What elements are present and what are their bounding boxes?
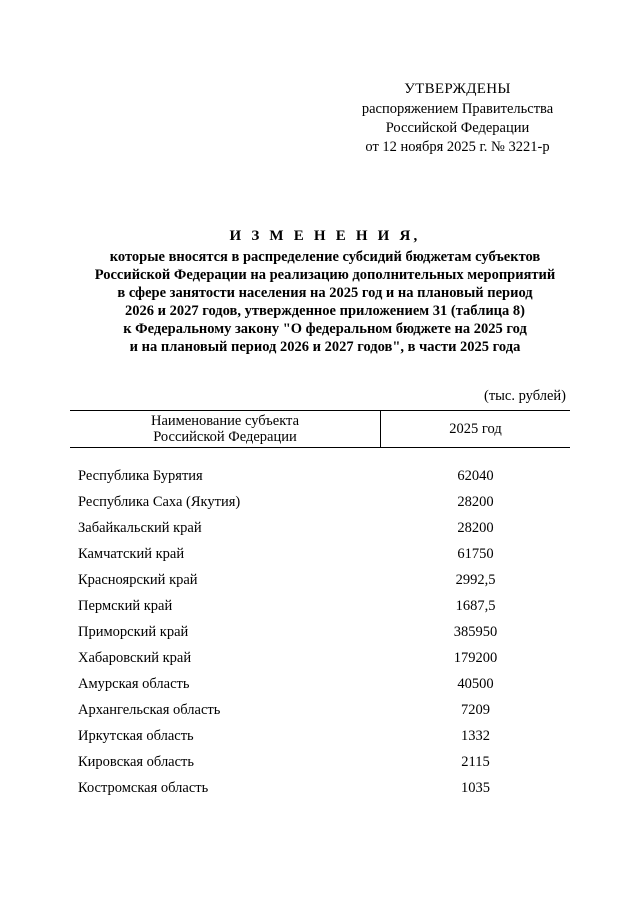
table-row — [78, 515, 570, 541]
heading-subtitle-line: и на плановый период 2026 и 2027 годов", в части 2025 года — [129, 339, 521, 355]
table-row — [78, 541, 570, 567]
region-name: Амурская область — [78, 675, 190, 692]
approval-title: УТВЕРЖДЕНЫ — [404, 81, 511, 97]
table-row — [78, 671, 570, 697]
subsidy-value: 385950 — [453, 623, 498, 640]
subsidy-value: 28200 — [457, 493, 494, 510]
table-row — [78, 619, 570, 645]
region-name: Иркутская область — [78, 727, 194, 744]
subsidy-value: 28200 — [457, 519, 494, 536]
unit-label: (тыс. рублей) — [484, 388, 566, 404]
approval-line-2: Российской Федерации — [385, 120, 530, 136]
heading-subtitle-line: которые вносятся в распределение субсидий бюджетам субъектов — [109, 249, 541, 265]
approval-block — [340, 80, 575, 157]
table-row — [78, 489, 570, 515]
region-name: Забайкальский край — [78, 519, 202, 536]
subsidy-value: 7209 — [461, 701, 490, 718]
region-name: Пермский край — [78, 597, 173, 614]
subsidy-value: 62040 — [457, 467, 494, 484]
table-row — [78, 593, 570, 619]
region-name: Республика Бурятия — [78, 467, 203, 484]
table-row — [78, 697, 570, 723]
table-header — [70, 410, 570, 448]
table-row — [78, 645, 570, 671]
table-row — [78, 749, 570, 775]
heading-title: И З М Е Н Е Н И Я, — [229, 228, 421, 244]
subsidy-value: 61750 — [457, 545, 494, 562]
region-name: Костромская область — [78, 779, 209, 796]
header-region-name — [70, 411, 381, 447]
approval-line-1: распоряжением Правительства — [361, 101, 554, 117]
subsidy-value: 1332 — [461, 727, 490, 744]
region-name: Приморский край — [78, 623, 189, 640]
subsidy-value: 1687,5 — [455, 597, 496, 614]
table-body — [78, 463, 570, 801]
table-row — [78, 775, 570, 801]
document-heading — [60, 226, 590, 356]
subsidy-value: 1035 — [461, 779, 490, 796]
region-name: Хабаровский край — [78, 649, 192, 666]
header-region-name-line-2: Российской Федерации — [153, 429, 297, 445]
subsidy-value: 2115 — [461, 753, 490, 770]
heading-subtitle-line: к Федеральному закону "О федеральном бюджете на 2025 год — [123, 321, 527, 337]
region-name: Республика Саха (Якутия) — [78, 493, 241, 510]
heading-subtitle-line: 2026 и 2027 годов, утвержденное приложением 31 (таблица 8) — [125, 303, 525, 319]
table-row — [78, 463, 570, 489]
header-year: 2025 год — [449, 421, 502, 437]
table-row — [78, 723, 570, 749]
region-name: Кировская область — [78, 753, 195, 770]
table-row — [78, 567, 570, 593]
region-name: Камчатский край — [78, 545, 185, 562]
region-name: Красноярский край — [78, 571, 198, 588]
header-region-name-line-1: Наименование субъекта — [150, 413, 300, 429]
subsidy-value: 2992,5 — [455, 571, 496, 588]
heading-subtitle-line: в сфере занятости населения на 2025 год и на плановый период — [117, 285, 533, 301]
heading-subtitle-line: Российской Федерации на реализацию дополнительных мероприятий — [94, 267, 556, 283]
approval-line-3: от 12 ноября 2025 г. № 3221-р — [365, 139, 550, 155]
subsidy-value: 40500 — [457, 675, 494, 692]
subsidy-value: 179200 — [453, 649, 498, 666]
region-name: Архангельская область — [78, 701, 221, 718]
